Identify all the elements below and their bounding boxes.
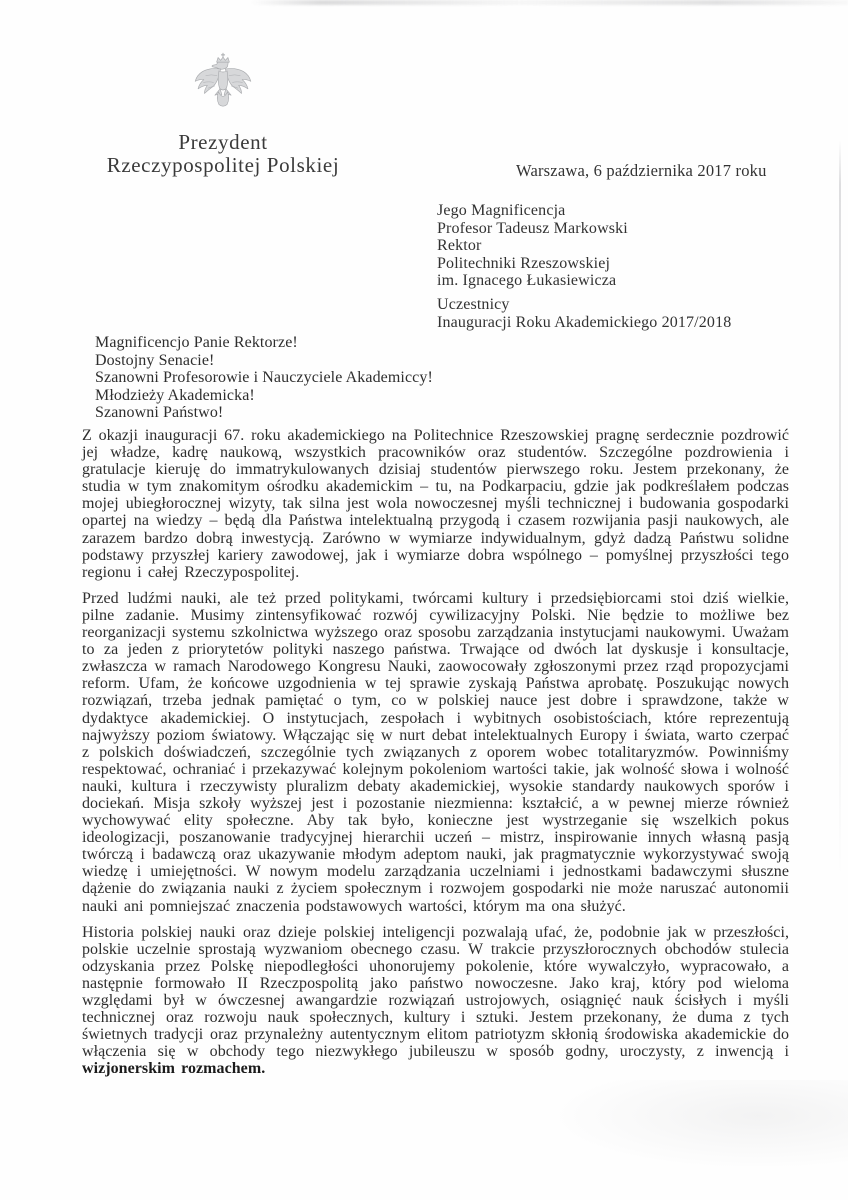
paragraph-text: Historia polskiej nauki oraz dzieje polskiej inteligencji pozwalają ufać, że, podobnie jak w przeszłości, polskie uczelnie sprostają wyzwaniom obecnego czasu. W trakcie przyszłorocznych obchodów stulecia odzyskania przez Polskę niepodległości uhonorujemy pokolenie, które wywalczyło, wypracowało, a następnie formowało II Rzeczpospolitą jako państwo nowoczesne. Jako kraj, który pod wieloma względami był w ówczesnej awangardzie rozwiązań ustrojowych, osiągnięć nauk ścisłych i myśli technicznej oraz rozwoju nauk społecznych, kultury i sztuki. Jestem przekonany, że duma z tych świetnych tradycji oraz przynależny autentycznym elitom patriotyzm skłonią środowiska akademickie do włączenia się w obchody tego niezwykłego jubileuszu w sposób godny, uroczysty, z inwencją i (82, 923, 789, 1061)
letter-paragraph (82, 427, 789, 581)
paragraph-text: Przed ludźmi nauki, ale też przed politykami, twórcami kultury i przedsiębiorcami stoi dziś wielkie, pilne zadanie. Musimy zintensyfikować rozwój cywilizacyjny Polski. Nie będzie to możliwe bez reorganizacji systemu szkolnictwa wyższego oraz sposobu zarządzania instytucjami naukowymi. Uważam to za jeden z priorytetów polityki naszego państwa. Trwające od dwóch lat dyskusje i konsultacje, zwłaszcza w ramach Narodowego Kongresu Nauki, zaowocowały zgłoszonymi przez rząd propozycjami reform. Ufam, że końcowe uzgodnienia w tej sprawie zyskają Państwa aprobatę. Poszukując nowych rozwiązań, trzeba jednak pamiętać o tym, co w polskiej nauce jest dobre i sprawdzone, także w dydaktyce akademickiej. O instytucjach, zespołach i wybitnych osobistościach, które reprezentują najwyższy poziom światowy. Włączając się w nurt debat intelektualnych Europy i świata, warto czerpać z polskich doświadczeń, szczególnie tych związanych z oporem wobec totalitaryzmów. Powinniśmy respektować, ochraniać i przekazywać kolejnym pokoleniom wartości takie, jak wolność słowa i wolność nauki, kultura i rzeczywisty pluralizm debaty akademickiej, wysokie standardy naukowych sporów i dociekań. Misja szkoły wyższej jest i pozostanie niezmienna: kształcić, a w pewnej mierze również wychowywać elity społeczne. Aby tak było, konieczne jest wystrzeganie się wszelkich pokus ideologizacji, poszanowanie tradycyjnej hierarchii uczeń – mistrz, inspirowanie innych własną pasją twórczą i badawczą oraz ukazywanie młodym adeptom nauki, jak pragmatycznie wykorzystywać swoją wiedzę i umiejętności. W nowym modelu zarządzania uczelniami i jednostkami badawczymi słuszne dążenie do związania nauki z życiem społecznym i rozwojem gospodarki nie może naruszać autonomii nauki ani pomniejszać znaczenia podstawowych wartości, którym ma ona służyć. (82, 589, 789, 915)
recipient-line: Jego Magnificencja (437, 202, 566, 219)
eagle-emblem-icon (194, 52, 252, 121)
salutation-block (95, 334, 433, 422)
paragraph-text-emphasis: wizjonerskim rozmachem. (82, 1060, 266, 1078)
scan-artifact-bleed (548, 1080, 848, 1170)
letter-paragraph (82, 590, 789, 915)
salutation-line: Dostojny Senacie! (95, 351, 215, 369)
letterhead-title-line1: Prezydent (178, 130, 268, 154)
salutation-line: Szanowni Profesorowie i Nauczyciele Akademiccy! (95, 369, 433, 387)
salutation-line: Młodzieży Akademicka! (95, 386, 255, 404)
recipient-line: Profesor Tadeusz Markowski (437, 219, 628, 237)
recipient-line: Uczestnicy (437, 295, 510, 313)
scan-artifact-top (250, 0, 848, 5)
paragraph-text: Z okazji inauguracji 67. roku akademickiego na Politechnice Rzeszowskiej pragnę serdecznie pozdrowić jej władze, kadrę naukową, wszystkich pracowników oraz studentów. Szczególne pozdrowienia i gratulacje kieruję do immatrykulowanych dzisiaj studentów pierwszego roku. Jestem przekonany, że studia w tym znakomitym ośrodku akademickim – tu, na Podkarpaciu, gdzie jak podkreślałem podczas mojej ubiegłorocznej wizyty, tak silna jest wola nowoczesnej myśli technicznej i budowania gospodarki opartej na wiedzy – będą dla Państwa intelektualną przygodą i czasem rozwijania pasji naukowych, ale zarazem bardzo dobrą inwestycją. Zarówno w wymiarze indywidualnym, gdyż dadzą Państwu solidne podstawy przyszłej kariery zawodowej, jak i wymiarze dobra wspólnego – pomyślnej przyszłości tego regionu i całej Rzeczypospolitej. (82, 427, 789, 581)
recipient-line: im. Ignacego Łukasiewicza (437, 272, 617, 290)
recipient-line: Rektor (437, 237, 482, 255)
scan-artifact-right-edge (839, 140, 841, 880)
letter-body (82, 427, 789, 1086)
recipient-block (437, 202, 731, 331)
salutation-line: Szanowni Państwo! (95, 404, 224, 422)
salutation-line: Magnificencjo Panie Rektorze! (95, 334, 298, 351)
recipient-line: Politechniki Rzeszowskiej (437, 254, 611, 272)
recipient-line: Inauguracji Roku Akademickiego 2017/2018 (437, 313, 732, 331)
letterhead (60, 52, 386, 177)
dateline: Warszawa, 6 października 2017 roku (516, 161, 767, 180)
letter-paragraph (82, 924, 789, 1078)
letterhead-title-line2: Rzeczypospolitej Polskiej (106, 153, 340, 177)
